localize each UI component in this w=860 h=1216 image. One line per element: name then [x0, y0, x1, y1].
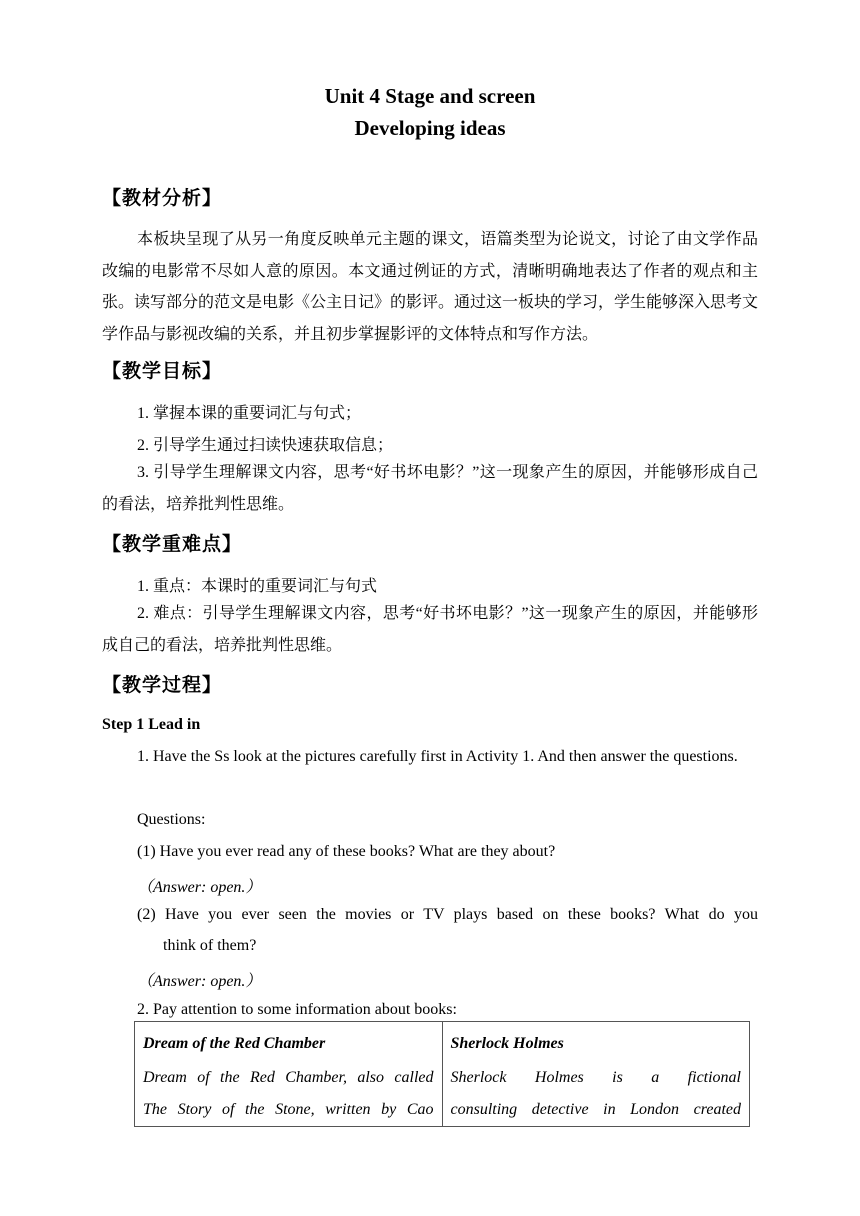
analysis-paragraph: 本板块呈现了从另一角度反映单元主题的课文，语篇类型为论说文，讨论了由文学作品改编的电影常不尽如人意的原因。本文通过例证的方式，清晰明确地表达了作者的观点和主张。读写部分的范文是电影《公主日记》的影评。通过这一板块的学习，学生能够深入思考文学作品与影视改编的关系，并且初步掌握影评的文体特点和写作方法。	[102, 231, 759, 343]
book-description-line: The Story of the Stone, written by Cao	[143, 1101, 434, 1118]
book-description-line: Dream of the Red Chamber, also called	[143, 1069, 434, 1086]
answer-1: （Answer: open.）	[137, 879, 262, 896]
section-heading-analysis: 【教材分析】	[102, 187, 223, 209]
books-table	[134, 1021, 750, 1127]
objective-item-2: 2. 引导学生通过扫读快速获取信息；	[137, 437, 394, 454]
objective-item-1: 1. 掌握本课的重要词汇与句式；	[137, 405, 362, 422]
section-heading-process: 【教学过程】	[102, 674, 223, 696]
book-title: Dream of the Red Chamber	[143, 1035, 326, 1052]
document-subtitle: Developing ideas	[354, 116, 506, 140]
answer-2: （Answer: open.）	[137, 973, 262, 990]
question-2-line-2: think of them?	[163, 937, 257, 954]
book-description-line: consulting detective in London created	[450, 1101, 741, 1118]
question-1: (1) Have you ever read any of these books? What are they about?	[137, 843, 556, 860]
key-point-item-2: 2. 难点：引导学生理解课文内容，思考“好书坏电影？”这一现象产生的原因，并能够形成自己的看法，培养批判性思维。	[102, 605, 758, 654]
book-cell-sherlock-holmes	[442, 1022, 750, 1127]
book-description-line: Sherlock Holmes is a fictional	[450, 1069, 741, 1086]
book-cell-dream-of-red-chamber	[135, 1022, 443, 1127]
table-row	[135, 1022, 750, 1127]
step1-item-2: 2. Pay attention to some information about books:	[137, 1001, 457, 1018]
book-title: Sherlock Holmes	[450, 1035, 564, 1052]
section-heading-key-points: 【教学重难点】	[102, 533, 243, 555]
step1-heading: Step 1 Lead in	[102, 716, 201, 733]
question-2-line-1: (2) Have you ever seen the movies or TV plays based on these books? What do you	[137, 906, 758, 923]
questions-label: Questions:	[137, 811, 206, 828]
document-title: Unit 4 Stage and screen	[324, 84, 536, 108]
step1-item-1: 1. Have the Ss look at the pictures carefully first in Activity 1. And then answer the questions.	[137, 748, 738, 765]
key-point-item-1: 1. 重点：本课时的重要词汇与句式	[137, 578, 378, 595]
section-heading-objectives: 【教学目标】	[102, 360, 223, 382]
objective-item-3: 3. 引导学生理解课文内容，思考“好书坏电影？”这一现象产生的原因，并能够形成自己的看法，培养批判性思维。	[102, 464, 758, 513]
